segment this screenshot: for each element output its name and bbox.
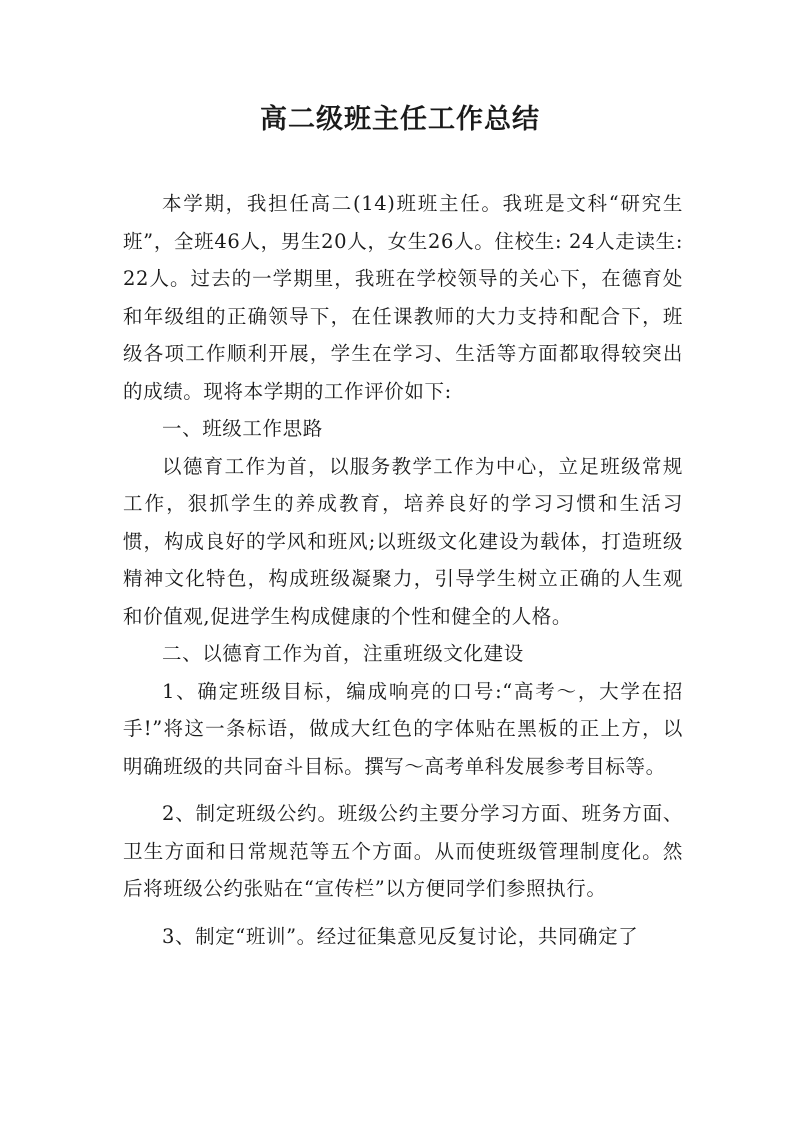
document-title: 高二级班主任工作总结 (260, 104, 540, 135)
document-body (123, 185, 683, 955)
paragraph-work-approach: 以德育工作为首，以服务教学工作为中心，立足班级常规工作，狠抓学生的养成教育，培养良好的学习习惯和生活习惯，构成良好的学风和班风;以班级文化建设为载体，打造班级精神文化特色，构成班级凝聚力，引导学生树立正确的人生观和价值观,促进学生构成健康的个性和健全的人格。 (123, 454, 683, 628)
heading-class-work-approach: 一、班级工作思路 (162, 417, 323, 440)
paragraph-item-3: 3、制定“班训”。经过征集意见反复讨论，共同确定了 (162, 924, 639, 948)
heading-moral-education: 二、以德育工作为首，注重班级文化建设 (162, 642, 524, 665)
paragraph-item-1: 1、确定班级目标，编成响亮的口号:“高考～，大学在招手!”将这一条标语，做成大红色的字体贴在黑板的正上方，以明确班级的共同奋斗目标。撰写～高考单科发展参考目标等。 (123, 679, 683, 778)
paragraph-intro: 本学期，我担任高二(14)班班主任。我班是文科“研究生班”，全班46人，男生20人，女生26人。住校生: 24人走读生: 22人。过去的一学期里，我班在学校领导的关心下，在德育处和年级组的正确领导下，在任课教师的大力支持和配合下，班级各项工作顺利开展，学生在学习、生活等方面都取得较突出的成绩。现将本学期的工作评价如下: (123, 192, 683, 403)
paragraph-item-2: 2、制定班级公约。班级公约主要分学习方面、班务方面、卫生方面和日常规范等五个方面。从而使班级管理制度化。然后将班级公约张贴在“宣传栏”以方便同学们参照执行。 (123, 802, 683, 900)
